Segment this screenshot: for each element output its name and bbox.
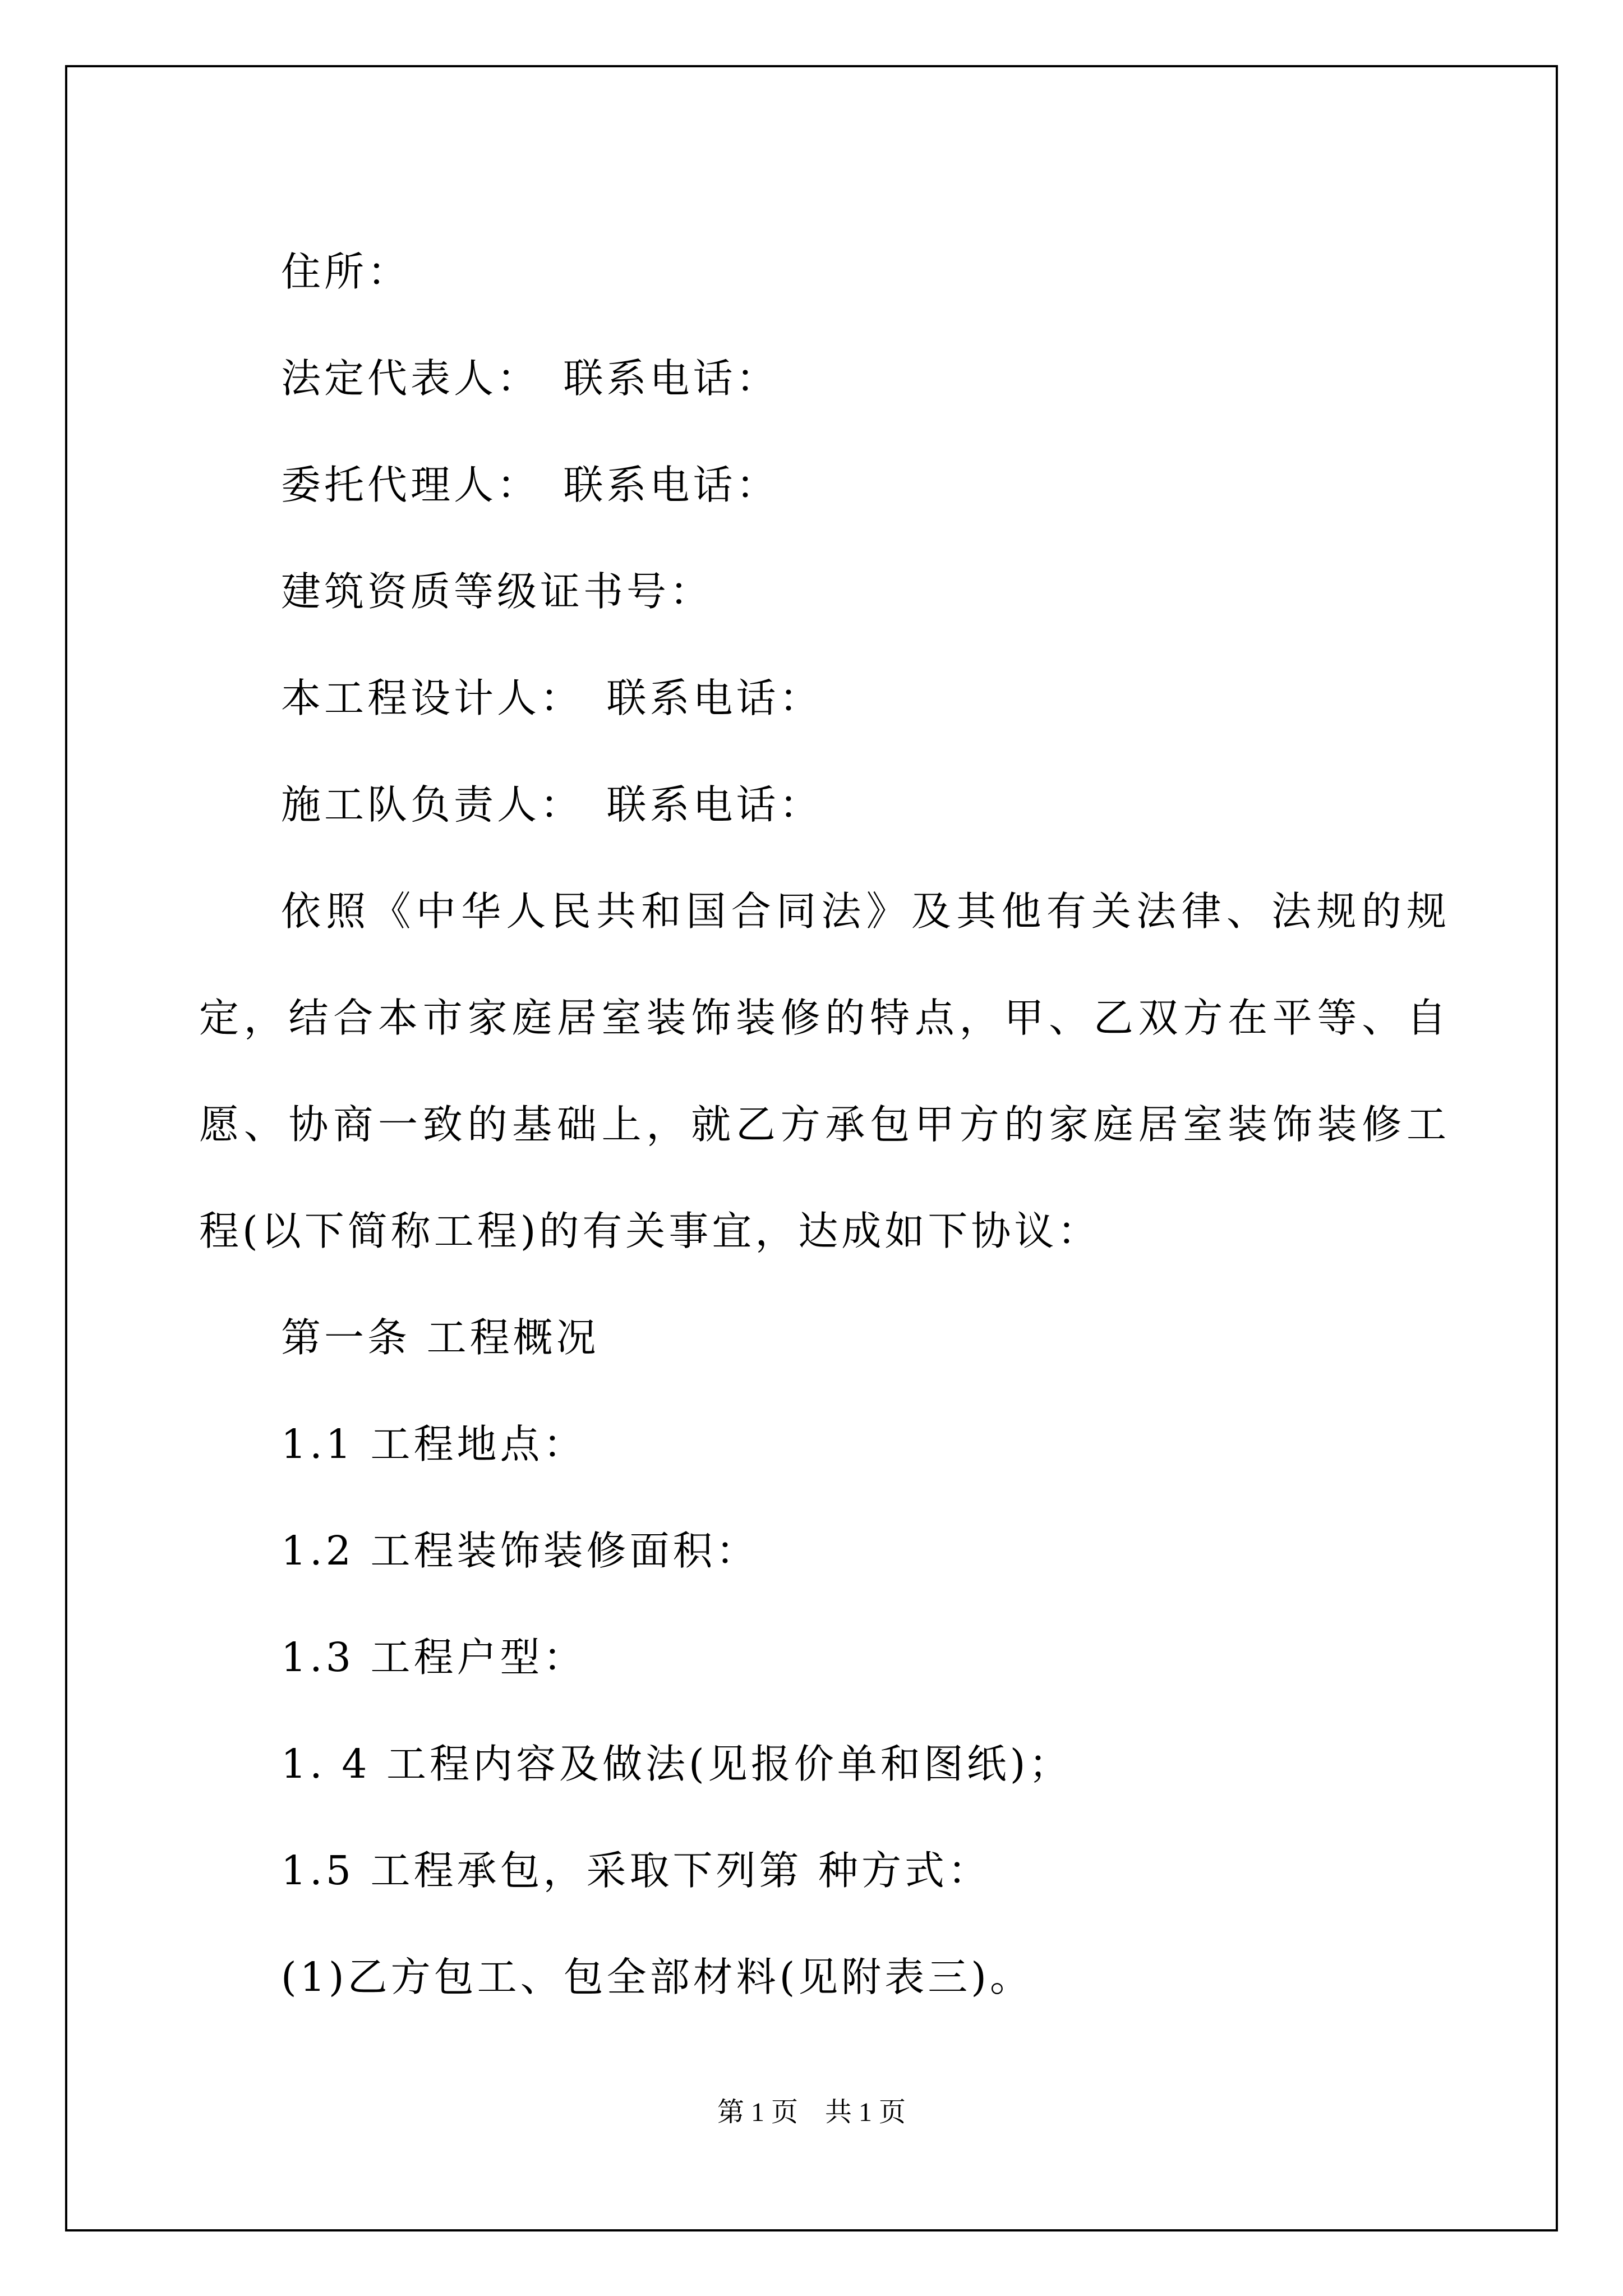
agreement-preamble: 依照《中华人民共和国合同法》及其他有关法律、法规的规定，结合本市家庭居室装饰装修的特点，甲、乙双方在平等、自愿、协商一致的基础上，就乙方承包甲方的家庭居室装饰装修工程(以下简称工程)的有关事宜，达成如下协议： — [199, 888, 1450, 1254]
address-line: 住所： — [281, 249, 411, 295]
document-body — [199, 219, 1450, 2031]
page-number-footer: 第 1 页 共 1 页 — [717, 2097, 906, 2127]
authorized-agent-line: 委托代理人： 联系电话： — [281, 462, 780, 508]
designer-line: 本工程设计人： 联系电话： — [281, 675, 823, 721]
article-one-heading: 第一条 工程概况 — [281, 1314, 600, 1361]
clause-1-4: 1. 4 工程内容及做法(见报价单和图纸)； — [281, 1741, 1072, 1787]
clause-1-5-option-1: (1)乙方包工、包全部材料(见附表三)。 — [281, 1954, 1033, 2000]
clause-1-3: 1.3 工程户型： — [281, 1634, 587, 1681]
clause-1-1: 1.1 工程地点： — [281, 1421, 587, 1467]
clause-1-5: 1.5 工程承包，采取下列第 种方式： — [281, 1847, 992, 1894]
legal-representative-line: 法定代表人： 联系电话： — [281, 355, 780, 402]
qualification-certificate-line: 建筑资质等级证书号： — [281, 568, 713, 615]
construction-team-leader-line: 施工队负责人： 联系电话： — [281, 781, 823, 828]
clause-1-2: 1.2 工程装饰装修面积： — [281, 1527, 759, 1574]
